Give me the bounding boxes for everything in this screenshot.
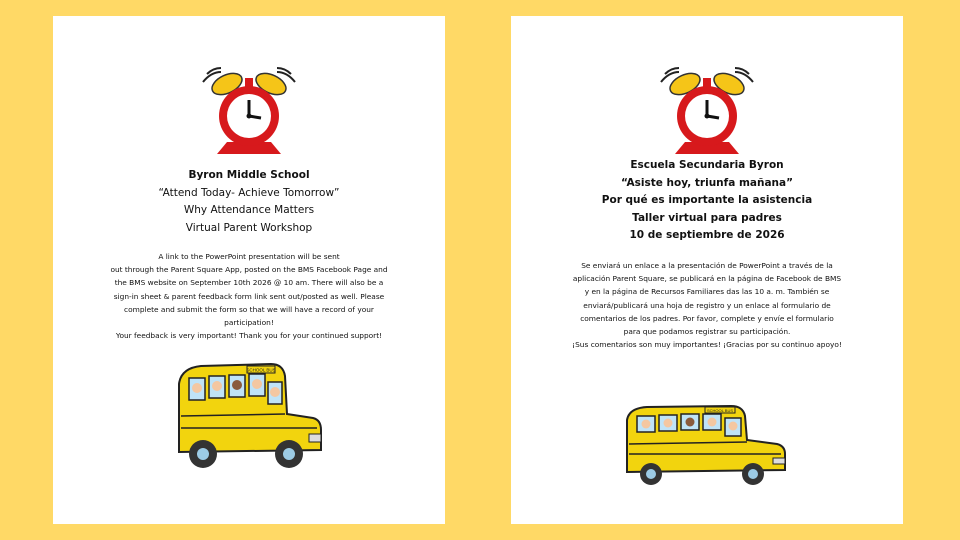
body-line: y en la página de Recursos Familiares das las 10 a. m. También se <box>584 287 830 297</box>
body-line: para que podamos registrar su participación. <box>623 327 791 337</box>
bus-sign: SCHOOL BUS <box>246 367 276 373</box>
bus-sign: SCHOOL BUS <box>706 408 734 413</box>
body-line: A link to the PowerPoint presentation will be sent <box>158 252 340 261</box>
heading-block <box>521 157 893 245</box>
workshop-topic: Why Attendance Matters <box>183 204 315 216</box>
body-line: ¡Sus comentarios son muy importantes! ¡Gracias por su continuo apoyo! <box>572 340 842 350</box>
workshop-description <box>523 259 891 351</box>
workshop-topic: Por qué es importante la asistencia <box>601 194 813 206</box>
body-line: out through the Parent Square App, posted on the BMS Facebook Page and <box>110 265 388 275</box>
workshop-description <box>65 250 433 342</box>
school-bus-icon <box>171 354 325 478</box>
body-line: the BMS website on September 10th 2026 @ 10 am. There will also be a <box>114 278 384 288</box>
workshop-title: Taller virtual para padres <box>632 211 782 224</box>
workshop-date: 10 de septiembre de 2026 <box>629 229 785 241</box>
body-line: comentarios de los padres. Por favor, complete y envíe el formulario <box>580 313 834 323</box>
body-line: Se enviará un enlace a la presentación de PowerPoint a través de la <box>581 261 833 270</box>
alarm-clock-icon <box>199 62 299 158</box>
workshop-title: Virtual Parent Workshop <box>185 221 313 234</box>
school-motto: “Asiste hoy, triunfa mañana” <box>620 176 794 189</box>
body-line: Your feedback is very important! Thank you for your continued support! <box>115 331 383 341</box>
alarm-clock-icon <box>657 62 757 158</box>
body-line: sign-in sheet & parent feedback form link sent out/posted as well. Please <box>113 291 385 301</box>
school-bus-icon <box>621 398 791 488</box>
school-name: Byron Middle School <box>188 169 310 181</box>
school-name: Escuela Secundaria Byron <box>630 159 784 171</box>
heading-block <box>63 167 435 237</box>
flyer-english <box>53 16 445 524</box>
school-motto: “Attend Today- Achieve Tomorrow” <box>158 186 340 199</box>
body-line: aplicación Parent Square, se publicará en la página de Facebook de BMS <box>572 274 842 284</box>
body-line: enviará/publicará una hoja de registro y un enlace al formulario de <box>583 300 831 310</box>
body-line: complete and submit the form so that we will have a record of your <box>124 304 374 314</box>
body-line: participation! <box>224 318 274 328</box>
flyer-spanish <box>511 16 903 524</box>
